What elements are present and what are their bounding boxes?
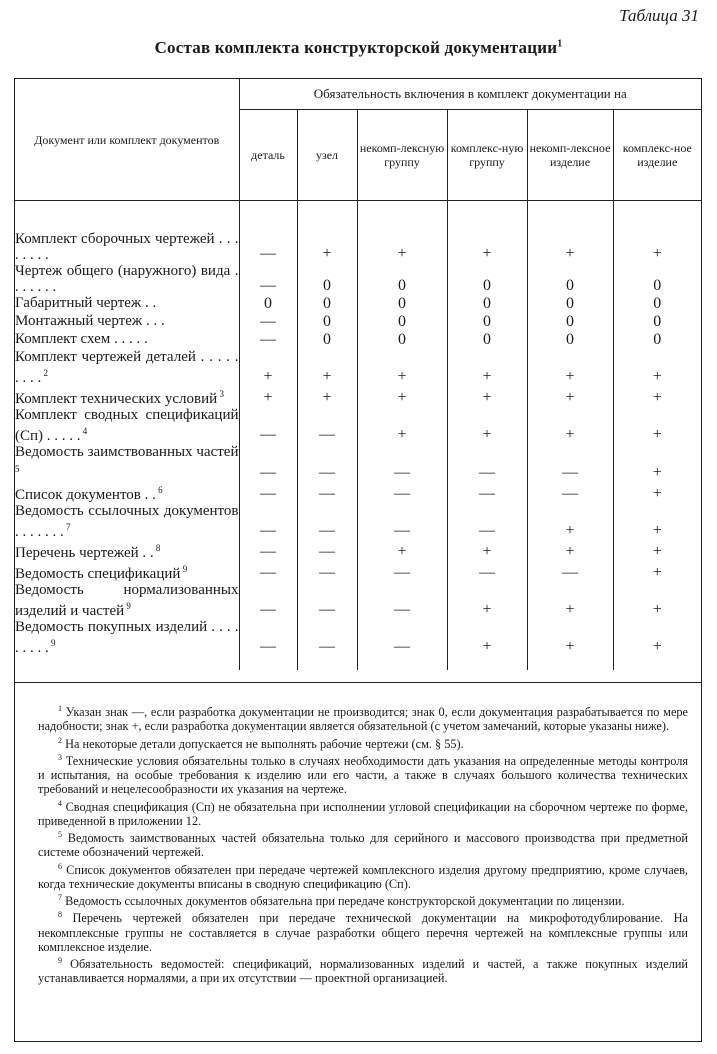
requirement-mark: 0 [527, 263, 613, 295]
table-row [15, 349, 701, 386]
requirement-mark: — [447, 482, 527, 503]
requirement-mark: + [447, 386, 527, 407]
document-label: Ведомость покупных изделий . . . . . . . . . [15, 619, 239, 656]
footnotes [38, 702, 688, 986]
requirement-mark: 0 [527, 331, 613, 349]
requirement-mark: + [527, 201, 613, 264]
requirement-mark: — [357, 619, 447, 670]
requirement-mark: — [357, 582, 447, 619]
requirement-mark: 0 [613, 295, 701, 313]
requirement-mark: — [527, 561, 613, 582]
footnote [38, 751, 688, 797]
requirement-mark: 0 [357, 295, 447, 313]
requirement-mark: + [613, 540, 701, 561]
footnote-text: Указан знак —, если разработка документации не производится; знак 0, если документация разрабатывается по мере надобности; знак +, если разработка документации является обязательной (с учетом замечаний, которые указаны ниже). [38, 705, 689, 734]
requirement-mark: — [239, 407, 297, 444]
document-name [15, 349, 239, 386]
requirement-mark: + [613, 386, 701, 407]
header-group: Обязательность включения в комплект документации на [239, 79, 701, 110]
footnote [38, 734, 688, 751]
requirement-mark: + [527, 619, 613, 670]
requirement-mark: — [297, 482, 357, 503]
requirement-mark: — [297, 582, 357, 619]
requirement-mark: — [357, 503, 447, 540]
requirement-mark: 0 [297, 331, 357, 349]
requirement-mark: 0 [447, 331, 527, 349]
document-label: Чертеж общего (наружного) вида . . . . . . . [15, 263, 239, 295]
footnote-number: 3 [58, 752, 62, 762]
requirement-mark: — [239, 561, 297, 582]
footnote-ref: 9 [124, 601, 131, 611]
footnote [38, 908, 688, 954]
footnote-text: Обязательность ведомостей: спецификаций, нормализованных изделий и частей, а также покупных изделий устанавливается нормалями, а при их отсутствии — проектной организацией. [38, 957, 688, 986]
requirement-mark: — [447, 561, 527, 582]
requirement-mark: — [239, 313, 297, 331]
requirement-mark: 0 [297, 263, 357, 295]
header-column: комплекс-ное изделие [613, 110, 701, 201]
requirement-mark: + [297, 349, 357, 386]
header-column: деталь [239, 110, 297, 201]
footnote-text: Технические условия обязательны только в случаях необходимости дать указания на определенные методы контроля и испытания, на особые требования к изделию или его части, а также в случаях большого количества технических требований и нецелесообразности их указания на чертеже. [38, 753, 688, 797]
table-number: Таблица 31 [619, 6, 699, 25]
footnote-text: Ведомость ссылочных документов обязательна при передаче конструкторской документации по лицензии. [65, 894, 625, 909]
requirement-mark: 0 [447, 263, 527, 295]
requirement-mark: + [613, 482, 701, 503]
requirement-mark: + [447, 201, 527, 264]
requirement-mark: — [297, 503, 357, 540]
requirement-mark: + [447, 407, 527, 444]
document-label: Комплект сборочных чертежей . . . . . . . . [15, 231, 239, 263]
table-row [15, 561, 701, 582]
requirement-mark: 0 [527, 295, 613, 313]
footnote [38, 891, 688, 908]
requirement-mark: + [447, 349, 527, 386]
title-footnote-ref: 1 [557, 38, 563, 50]
footnote-text: Список документов обязателен при передаче чертежей комплексного изделия другому предприятию, кроме случаев, когда технические документы вписаны в сводную спецификацию (Сп). [38, 862, 689, 891]
document-label: Комплект чертежей деталей . . . . . . . . . [15, 349, 239, 386]
table-row [15, 386, 701, 407]
requirement-mark: + [357, 407, 447, 444]
footnote-number: 7 [58, 893, 62, 902]
requirement-mark: + [613, 561, 701, 582]
document-label: Комплект технических условий [15, 391, 218, 407]
table-row [15, 503, 701, 540]
document-label: Комплект сводных спецификаций (Сп) . . . . . [15, 407, 239, 444]
requirement-mark: — [527, 482, 613, 503]
requirement-mark: — [297, 619, 357, 670]
requirement-mark: — [297, 444, 357, 482]
document-name [15, 263, 239, 295]
requirement-mark: + [613, 444, 701, 482]
requirement-mark: + [447, 619, 527, 670]
document-name [15, 503, 239, 540]
table-row [15, 313, 701, 331]
requirement-mark: + [613, 503, 701, 540]
footnote-number: 8 [58, 910, 62, 920]
requirement-mark: + [447, 540, 527, 561]
table-row [15, 201, 701, 264]
requirement-mark: + [357, 386, 447, 407]
document-name [15, 582, 239, 619]
requirement-mark: + [527, 540, 613, 561]
requirement-mark: — [239, 482, 297, 503]
requirement-mark: 0 [613, 313, 701, 331]
footnote-ref: 3 [217, 389, 224, 399]
document-label: Ведомость спецификаций [15, 566, 181, 582]
document-name [15, 295, 239, 313]
document-name [15, 201, 239, 264]
requirement-mark: + [357, 201, 447, 264]
footnote-ref: 4 [80, 426, 88, 436]
table-row [15, 407, 701, 444]
table-row [15, 331, 701, 349]
requirement-mark: — [527, 444, 613, 482]
document-name [15, 561, 239, 582]
footnote-number: 5 [58, 830, 62, 839]
document-name [15, 540, 239, 561]
requirement-mark: + [613, 582, 701, 619]
footnote-number: 6 [58, 861, 62, 871]
document-name [15, 444, 239, 482]
requirement-mark: + [527, 407, 613, 444]
document-name [15, 313, 239, 331]
document-label: Габаритный чертеж . . [15, 295, 157, 311]
requirement-mark: — [239, 331, 297, 349]
footnote-ref: 9 [48, 638, 56, 648]
footnote-ref: 5 [15, 464, 20, 474]
header-doc-column: Документ или комплект документов [15, 79, 239, 201]
requirement-mark: + [613, 407, 701, 444]
table-row [15, 482, 701, 503]
requirement-mark: 0 [447, 313, 527, 331]
requirement-mark: + [357, 349, 447, 386]
document-label: Ведомость заимствованных частей [15, 444, 239, 460]
footnote-text: Сводная спецификация (Сп) не обязательна при исполнении угловой спецификации на сборочном чертеже по форме, приведенной в приложении 12. [38, 799, 688, 828]
requirement-mark: 0 [613, 331, 701, 349]
document-label: Перечень чертежей . . [15, 545, 154, 561]
requirement-mark: 0 [447, 295, 527, 313]
document-name [15, 482, 239, 503]
footnote-text: Ведомость заимствованных частей обязательна только для серийного и массового производства при предметной системе обозначений чертежей. [38, 831, 688, 860]
footnote-ref: 6 [155, 485, 163, 495]
requirement-mark: — [239, 444, 297, 482]
footnote-number: 1 [58, 704, 62, 713]
requirement-mark: 0 [297, 313, 357, 331]
footnote-text: Перечень чертежей обязателен при передаче технической документации на микрофотодублирование. На некомплексные группы не составляется в случае разработки общего перечня чертежей на комплексные группы или комплексное изделие. [38, 911, 689, 954]
document-label: Монтажный чертеж . . . [15, 313, 165, 329]
header-column: некомп-лексную группу [357, 110, 447, 201]
footnote-ref: 8 [153, 543, 161, 553]
document-label: Список документов . . [15, 487, 156, 503]
header-column: узел [297, 110, 357, 201]
requirement-mark: + [527, 349, 613, 386]
footnote [38, 702, 688, 734]
document-label: Ведомость ссылочных документов . . . . . . . [15, 503, 239, 540]
requirement-mark: 0 [239, 295, 297, 313]
requirement-mark: + [239, 349, 297, 386]
document-label: Ведомость нормализованных изделий и частей [15, 582, 239, 619]
requirement-mark: + [447, 582, 527, 619]
documentation-table [15, 79, 701, 670]
footnote [38, 828, 688, 860]
requirement-mark: 0 [613, 263, 701, 295]
requirement-mark: + [527, 386, 613, 407]
table-row [15, 295, 701, 313]
requirement-mark: + [613, 619, 701, 670]
requirement-mark: 0 [297, 295, 357, 313]
requirement-mark: — [239, 582, 297, 619]
footnote-ref: 7 [63, 522, 71, 532]
requirement-mark: + [527, 503, 613, 540]
header-column: некомп-лексное изделие [527, 110, 613, 201]
document-name [15, 386, 239, 407]
document-label: Комплект схем . . . . . [15, 331, 148, 347]
requirement-mark: — [447, 503, 527, 540]
requirement-mark: — [357, 561, 447, 582]
requirement-mark: 0 [357, 263, 447, 295]
table-row [15, 619, 701, 670]
requirement-mark: — [297, 407, 357, 444]
notes-separator [15, 682, 701, 683]
document-name [15, 407, 239, 444]
footnote-ref: 9 [180, 564, 188, 574]
footnote [38, 797, 688, 829]
requirement-mark: — [239, 540, 297, 561]
requirement-mark: + [613, 349, 701, 386]
requirement-mark: — [239, 263, 297, 295]
footnote-text: На некоторые детали допускается не выполнять рабочие чертежи (см. § 55). [65, 736, 464, 751]
document-name [15, 331, 239, 349]
requirement-mark: 0 [527, 313, 613, 331]
requirement-mark: + [297, 201, 357, 264]
requirement-mark: + [239, 386, 297, 407]
footnote [38, 860, 688, 892]
footnote [38, 954, 688, 986]
footnote-ref: 2 [41, 368, 48, 378]
requirement-mark: — [239, 503, 297, 540]
table-row [15, 540, 701, 561]
requirement-mark: — [357, 482, 447, 503]
footnote-number: 4 [58, 798, 62, 808]
table-row [15, 582, 701, 619]
table-title: Состав комплекта конструкторской документации$^1$ [154, 38, 563, 57]
requirement-mark: — [297, 561, 357, 582]
requirement-mark: — [357, 444, 447, 482]
requirement-mark: — [239, 201, 297, 264]
header-column: комплекс-ную группу [447, 110, 527, 201]
table-row [15, 444, 701, 482]
requirement-mark: 0 [357, 313, 447, 331]
document-name [15, 619, 239, 670]
requirement-mark: — [239, 619, 297, 670]
requirement-mark: + [297, 386, 357, 407]
footnote-number: 2 [58, 735, 62, 745]
footnote-number: 9 [58, 956, 62, 965]
requirement-mark: — [447, 444, 527, 482]
table-row [15, 263, 701, 295]
requirement-mark: 0 [357, 331, 447, 349]
requirement-mark: + [357, 540, 447, 561]
requirement-mark: — [297, 540, 357, 561]
requirement-mark: + [613, 201, 701, 264]
requirement-mark: + [527, 582, 613, 619]
